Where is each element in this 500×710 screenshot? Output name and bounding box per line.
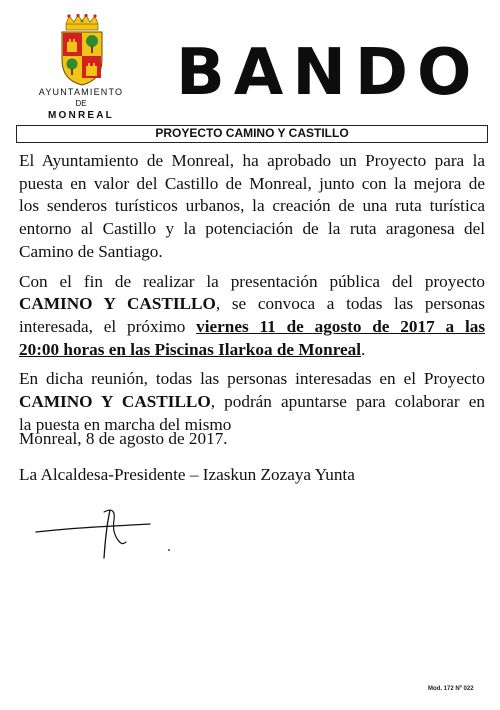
paragraph-3-text: la puesta en marcha del mismo	[19, 414, 232, 434]
municipality-line-2: DE	[75, 99, 87, 108]
municipality-caption	[20, 86, 142, 123]
paragraph-3-line	[19, 391, 485, 414]
paragraph-3	[19, 368, 485, 436]
paragraph-2-text: , se convoca a todas las personas	[215, 294, 485, 314]
paragraph-1-line: El Ayuntamiento de Monreal, ha aprobado un Proyecto para la	[19, 151, 485, 170]
paragraph-3-text: En dicha reunión, todas las personas interesadas en el Proyecto	[19, 369, 485, 389]
municipality-line-3: MONREAL	[48, 110, 114, 121]
paragraph-3-text: , podrán apuntarse para colaborar en	[210, 392, 485, 412]
paragraph-2-text: Con el fin de realizar la presentación pública del proyecto	[19, 271, 485, 291]
date-line: Monreal, 8 de agosto de 2017.	[19, 429, 228, 448]
paragraph-2-line	[19, 339, 485, 362]
project-name: CAMINO Y CASTILLO	[19, 392, 211, 412]
municipality-line-1: AYUNTAMIENTO	[38, 87, 124, 97]
paragraph-1-line: Camino de Santiago.	[19, 241, 163, 261]
paragraph-2-line	[19, 316, 485, 339]
event-location: 20:00 horas en las Piscinas Ilarkoa de Monreal	[19, 339, 362, 359]
paragraph-1-line: entorno al Castillo y la potenciación de la ruta aragonesa del	[19, 219, 485, 239]
paragraph-1-line: puesta en valor del Castillo de Monreal, junto con la mejora de	[19, 173, 485, 193]
paragraph-2-line	[19, 271, 485, 294]
coat-of-arms-logo	[58, 14, 106, 86]
paragraph-2	[19, 271, 485, 362]
paragraph-1-line: los senderos turísticos urbanos, la creación de una ruta turística	[19, 196, 485, 216]
page-title: BANDO	[176, 36, 481, 110]
paragraph-2-text: interesada, el próximo	[19, 316, 197, 336]
signatory-line: La Alcaldesa-Presidente – Izaskun Zozaya Yunta	[19, 465, 355, 484]
paragraph-1	[19, 150, 485, 264]
crown-icon	[66, 14, 98, 30]
paragraph-2-text: .	[361, 339, 366, 359]
project-name: CAMINO Y CASTILLO	[19, 294, 216, 314]
notice-body	[19, 150, 485, 443]
paragraph-2-line	[19, 293, 485, 316]
paragraph-3-line	[19, 368, 485, 391]
form-reference: Mod. 172 Nº 022	[428, 686, 474, 692]
event-date-time: viernes 11 de agosto de 2017 a las	[196, 316, 486, 336]
handwritten-signature	[32, 498, 192, 562]
subject-box: PROYECTO CAMINO Y CASTILLO	[16, 125, 488, 143]
